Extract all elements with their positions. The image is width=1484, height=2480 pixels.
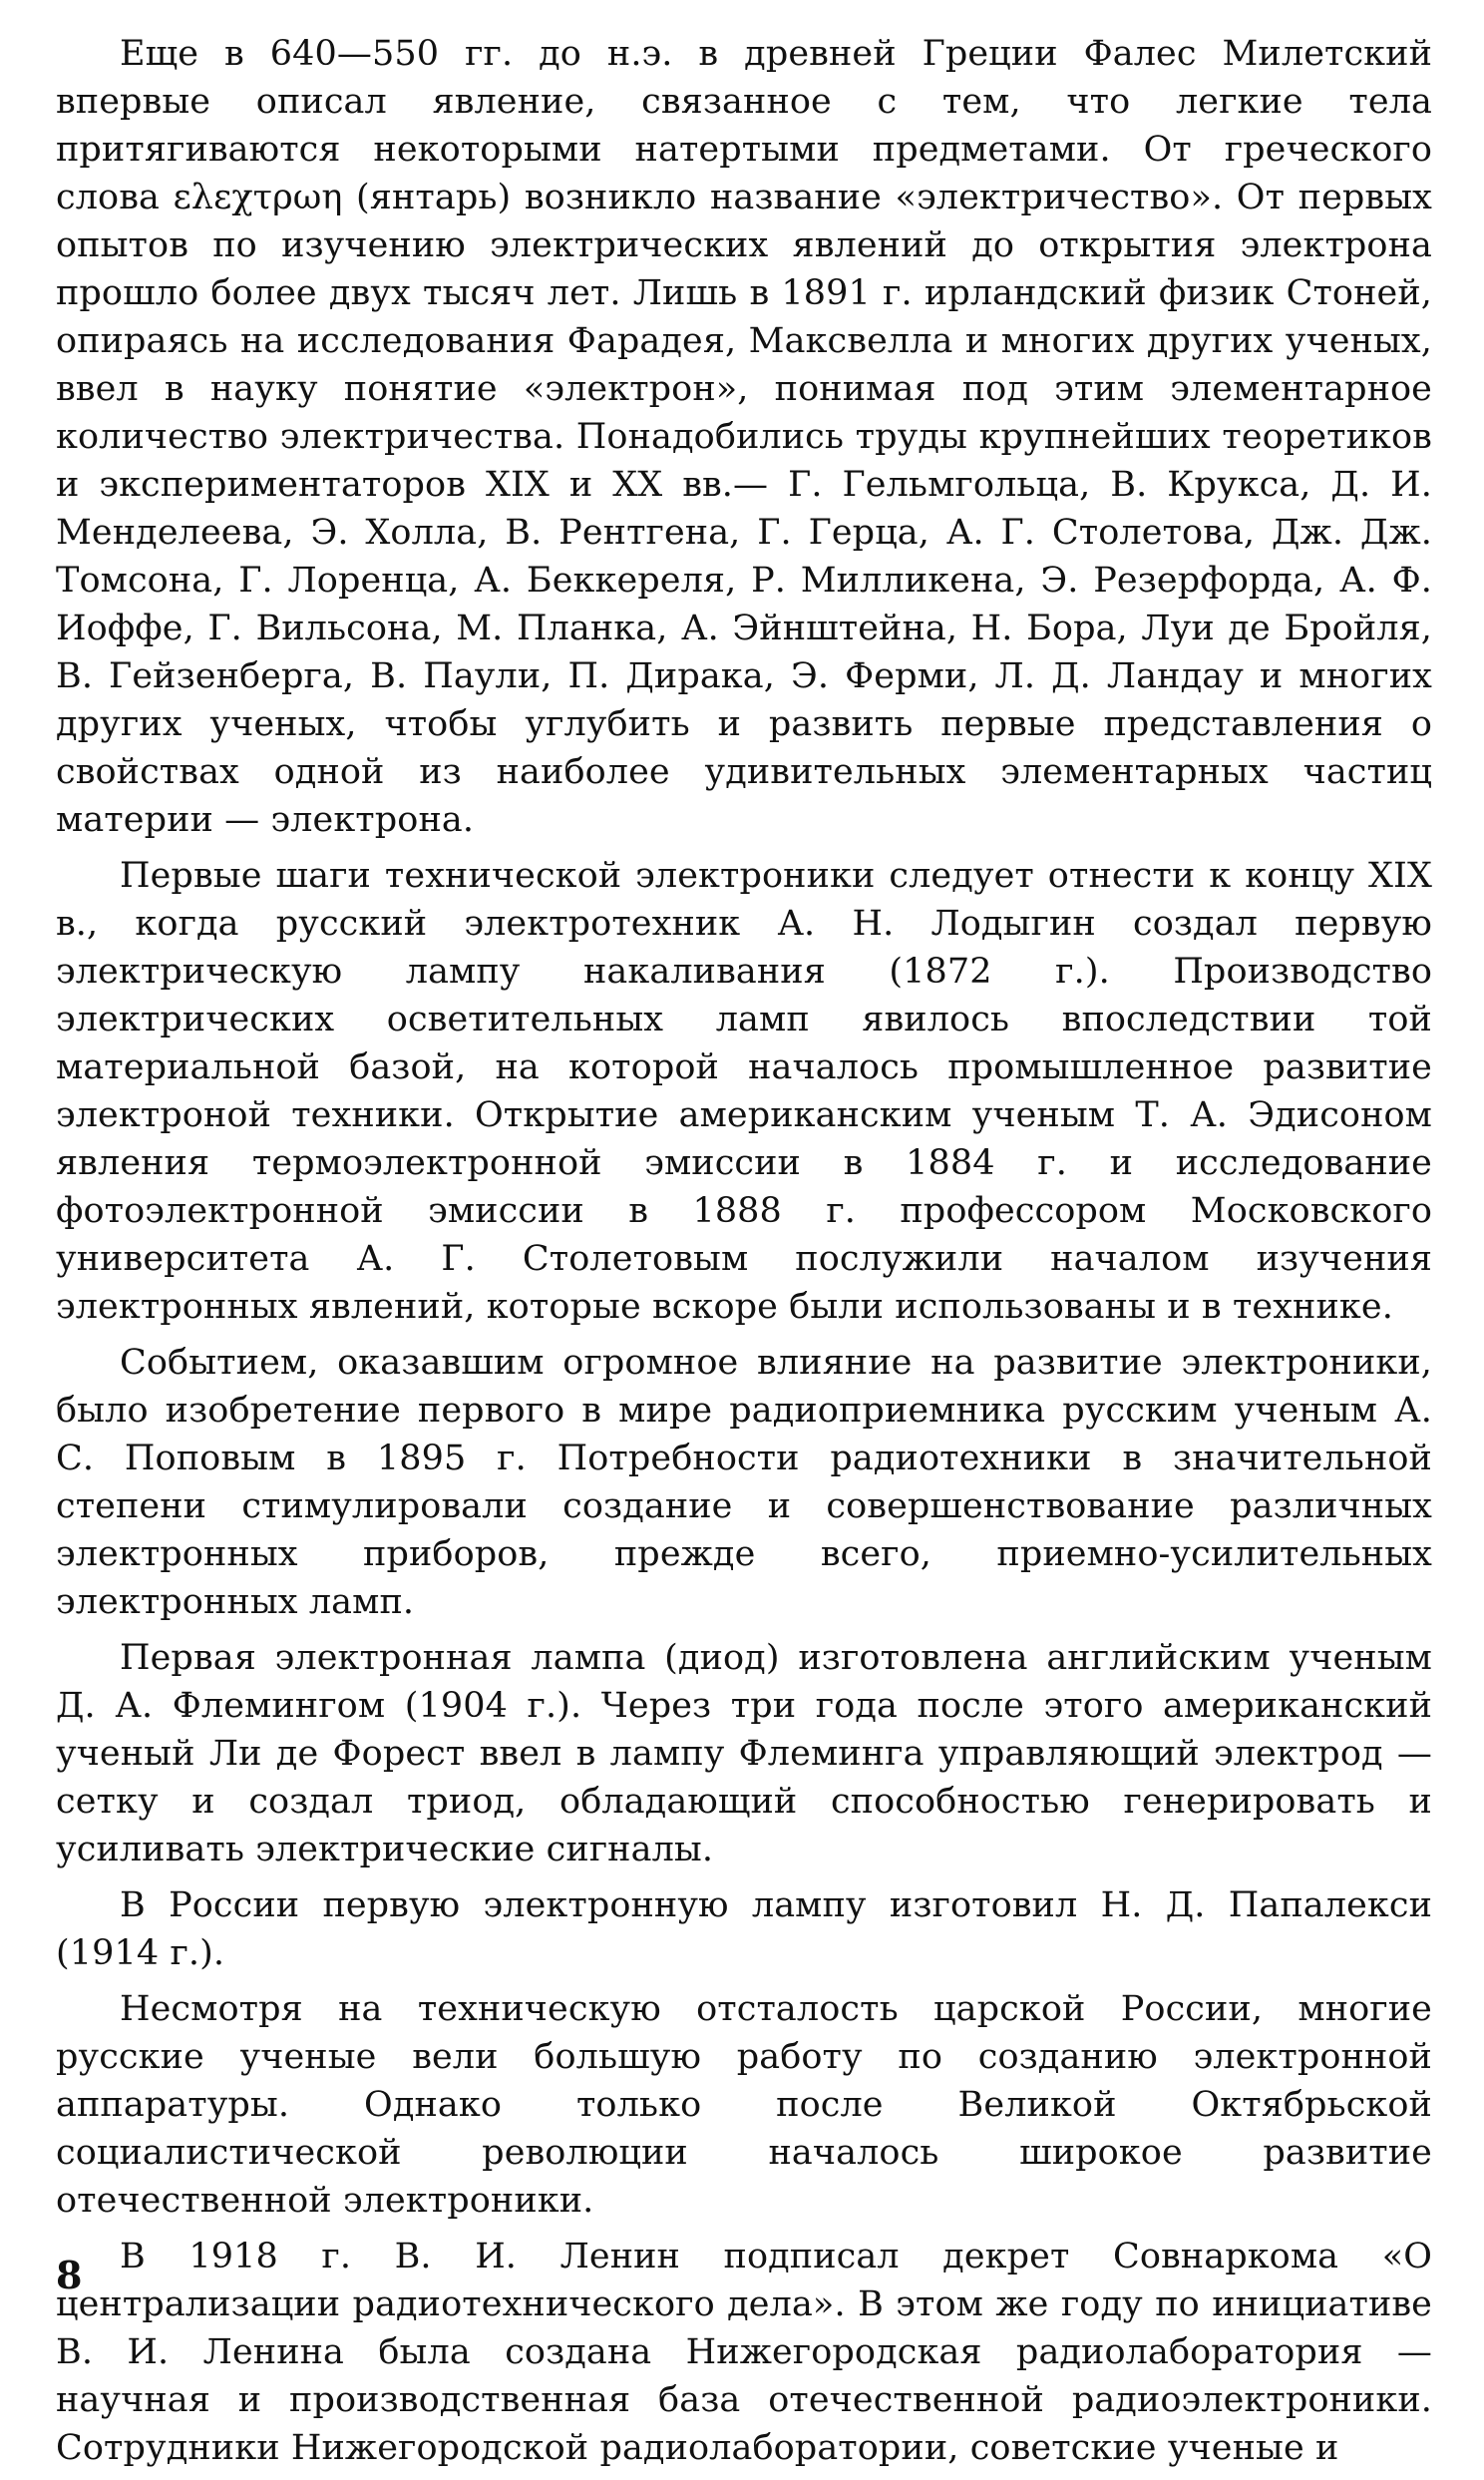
paragraph-radio-receiver: Событием, оказавшим огромное влияние на развитие электроники, было изобретение первого в мире радиоприемника русским ученым А. С. Поповым в 1895 г. Потребности радиотехники в значительной степени стимулировали создание и совершенствование различных электронных приборов, прежде всего, приемно-усилительных электронных ламп. [56, 1343, 1432, 1622]
paragraph-technical-electronics: Первые шаги технической электроники следует отнести к концу XIX в., когда русский электротехник А. Н. Лодыгин создал первую электрическую лампу накаливания (1872 г.). Производство электрических осветительных ламп явилось впоследствии той материальной базой, на которой началось промышленное развитие электроной техники. Открытие американским ученым Т. А. Эдисоном явления термоэлектронной эмиссии в 1884 г. и исследование фотоэлектронной эмиссии в 1888 г. профессором Московского университета А. Г. Столетовым послужили началом изучения электронных явлений, которые вскоре были использованы и в технике. [56, 856, 1432, 1327]
page-number: 8 [56, 2253, 83, 2297]
paragraph-tsarist-russia: Несмотря на техническую отсталость царской России, многие русские ученые вели большую работу по созданию электронной аппаратуры. Однако только после Великой Октябрьской социалистической революции началось широкое развитие отечественной электроники. [56, 1989, 1432, 2221]
paragraph-history-electricity: Еще в 640—550 гг. до н.э. в древней Греции Фалес Милетский впервые описал явление, связанное с тем, что легкие тела притягиваются некоторыми натертыми предметами. От греческого слова ελεχτρωη (янтарь) возникло название «электричество». От первых опытов по изучению электрических явлений до открытия электрона прошло более двух тысяч лет. Лишь в 1891 г. ирландский физик Стоней, опираясь на исследования Фарадея, Максвелла и многих других ученых, ввел в науку понятие «электрон», понимая под этим элементарное количество электричества. Понадобились труды крупнейших теоретиков и экспериментаторов XIX и XX вв.— Г. Гельмгольца, В. Крукса, Д. И. Менделеева, Э. Холла, В. Рентгена, Г. Герца, А. Г. Столетова, Дж. Дж. Томсона, Г. Лоренца, А. Беккереля, Р. Милликена, Э. Резерфорда, А. Ф. Иоффе, Г. Вильсона, М. Планка, А. Эйнштейна, Н. Бора, Луи де Бройля, В. Гейзенберга, В. Паули, П. Дирака, Э. Ферми, Л. Д. Ландау и многих других ученых, чтобы углубить и развить первые представления о свойствах одной из наиболее удивительных элементарных частиц материи — электрона. [56, 34, 1432, 840]
paragraph-russia-first-tube: В России первую электронную лампу изготовил Н. Д. Папалекси (1914 г.). [56, 1885, 1432, 1973]
page-body [56, 30, 1432, 2480]
paragraph-lenin-decree: В 1918 г. В. И. Ленин подписал декрет Совнаркома «О централизации радиотехнического дела». В этом же году по инициативе В. И. Ленина была создана Нижегородская радиолаборатория — научная и производственная база отечественной радиоэлектроники. Сотрудники Нижегородской радиолаборатории, советские ученые и [56, 2237, 1432, 2468]
paragraph-first-electron-tube: Первая электронная лампа (диод) изготовлена английским ученым Д. А. Флемингом (1904 г.). Через три года после этого американский ученый Ли де Форест ввел в лампу Флеминга управляющий электрод — сетку и создал триод, обладающий способностью генерировать и усиливать электрические сигналы. [56, 1638, 1432, 1869]
